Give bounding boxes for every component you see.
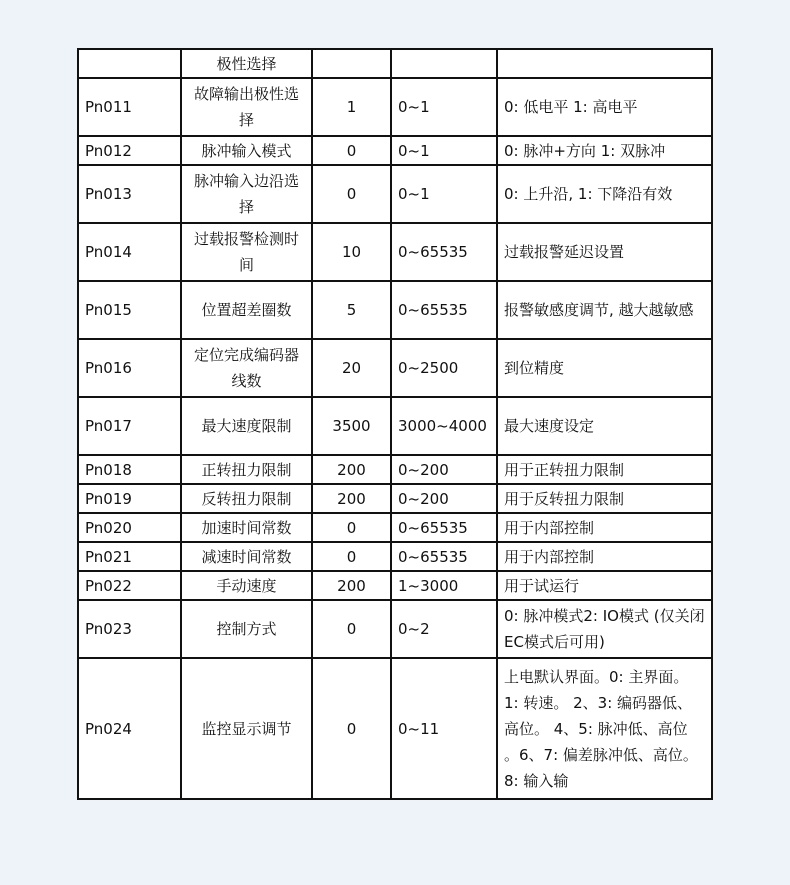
param-default-cell: 20 (312, 339, 391, 397)
param-code-cell: Pn014 (78, 223, 181, 281)
table-row (78, 484, 712, 513)
param-code-cell: Pn019 (78, 484, 181, 513)
param-range-cell: 0~65535 (391, 542, 497, 571)
param-default-cell: 10 (312, 223, 391, 281)
param-range-cell: 0~1 (391, 136, 497, 165)
table-row (78, 455, 712, 484)
param-range-cell: 0~65535 (391, 281, 497, 339)
param-code-cell: Pn012 (78, 136, 181, 165)
table-row (78, 397, 712, 455)
param-range-cell: 0~200 (391, 455, 497, 484)
parameter-table (77, 48, 713, 800)
param-default-cell: 200 (312, 484, 391, 513)
param-name-cell: 位置超差圈数 (181, 281, 312, 339)
table-row (78, 571, 712, 600)
table-row (78, 281, 712, 339)
param-code-cell: Pn016 (78, 339, 181, 397)
param-code-cell: Pn020 (78, 513, 181, 542)
param-desc-cell: 上电默认界面。0: 主界面。 1: 转速。 2、3: 编码器低、高位。 4、5: 脉冲低、高位 。6、7: 偏差脉冲低、高位。8: 输入输 (497, 658, 712, 799)
param-range-cell: 3000~4000 (391, 397, 497, 455)
param-desc-cell: 用于正转扭力限制 (497, 455, 712, 484)
param-code-cell (78, 49, 181, 78)
table-row (78, 136, 712, 165)
param-code-cell: Pn023 (78, 600, 181, 658)
param-desc-cell: 0: 脉冲+方向 1: 双脉冲 (497, 136, 712, 165)
param-name-cell: 手动速度 (181, 571, 312, 600)
table-row (78, 600, 712, 658)
param-default-cell: 0 (312, 542, 391, 571)
param-code-cell: Pn021 (78, 542, 181, 571)
param-desc-cell: 用于内部控制 (497, 542, 712, 571)
param-name-cell: 过载报警检测时间 (181, 223, 312, 281)
param-name-cell: 减速时间常数 (181, 542, 312, 571)
param-range-cell: 0~65535 (391, 223, 497, 281)
param-range-cell: 0~1 (391, 78, 497, 136)
param-name-cell: 反转扭力限制 (181, 484, 312, 513)
param-code-cell: Pn017 (78, 397, 181, 455)
param-desc-cell: 过载报警延迟设置 (497, 223, 712, 281)
param-desc-cell (497, 49, 712, 78)
table-row (78, 165, 712, 223)
param-name-cell: 脉冲输入模式 (181, 136, 312, 165)
table-row (78, 223, 712, 281)
param-desc-cell: 0: 上升沿, 1: 下降沿有效 (497, 165, 712, 223)
table-row (78, 339, 712, 397)
param-desc-cell: 用于内部控制 (497, 513, 712, 542)
param-name-cell: 控制方式 (181, 600, 312, 658)
param-name-cell: 正转扭力限制 (181, 455, 312, 484)
param-default-cell: 1 (312, 78, 391, 136)
param-code-cell: Pn015 (78, 281, 181, 339)
param-default-cell: 200 (312, 571, 391, 600)
param-name-cell: 极性选择 (181, 49, 312, 78)
param-name-cell: 监控显示调节 (181, 658, 312, 799)
table-row (78, 78, 712, 136)
table-row (78, 542, 712, 571)
param-default-cell: 5 (312, 281, 391, 339)
param-name-cell: 故障输出极性选择 (181, 78, 312, 136)
table-row (78, 513, 712, 542)
param-default-cell: 3500 (312, 397, 391, 455)
param-name-cell: 最大速度限制 (181, 397, 312, 455)
param-desc-cell: 0: 脉冲模式2: IO模式 (仅关闭EC模式后可用) (497, 600, 712, 658)
param-default-cell: 200 (312, 455, 391, 484)
param-default-cell: 0 (312, 136, 391, 165)
param-desc-cell: 报警敏感度调节, 越大越敏感 (497, 281, 712, 339)
param-range-cell: 0~65535 (391, 513, 497, 542)
param-default-cell: 0 (312, 600, 391, 658)
param-code-cell: Pn013 (78, 165, 181, 223)
param-range-cell: 0~11 (391, 658, 497, 799)
param-default-cell: 0 (312, 658, 391, 799)
param-range-cell: 0~2500 (391, 339, 497, 397)
param-default-cell (312, 49, 391, 78)
param-range-cell: 0~2 (391, 600, 497, 658)
param-name-cell: 加速时间常数 (181, 513, 312, 542)
param-desc-cell: 用于反转扭力限制 (497, 484, 712, 513)
param-desc-cell: 用于试运行 (497, 571, 712, 600)
param-desc-cell: 到位精度 (497, 339, 712, 397)
param-range-cell: 0~200 (391, 484, 497, 513)
table-row (78, 49, 712, 78)
param-range-cell (391, 49, 497, 78)
param-desc-cell: 0: 低电平 1: 高电平 (497, 78, 712, 136)
param-code-cell: Pn022 (78, 571, 181, 600)
param-code-cell: Pn018 (78, 455, 181, 484)
table-row (78, 658, 712, 799)
param-code-cell: Pn024 (78, 658, 181, 799)
param-name-cell: 脉冲输入边沿选择 (181, 165, 312, 223)
param-range-cell: 0~1 (391, 165, 497, 223)
param-default-cell: 0 (312, 165, 391, 223)
param-name-cell: 定位完成编码器线数 (181, 339, 312, 397)
param-desc-cell: 最大速度设定 (497, 397, 712, 455)
param-range-cell: 1~3000 (391, 571, 497, 600)
param-default-cell: 0 (312, 513, 391, 542)
param-code-cell: Pn011 (78, 78, 181, 136)
